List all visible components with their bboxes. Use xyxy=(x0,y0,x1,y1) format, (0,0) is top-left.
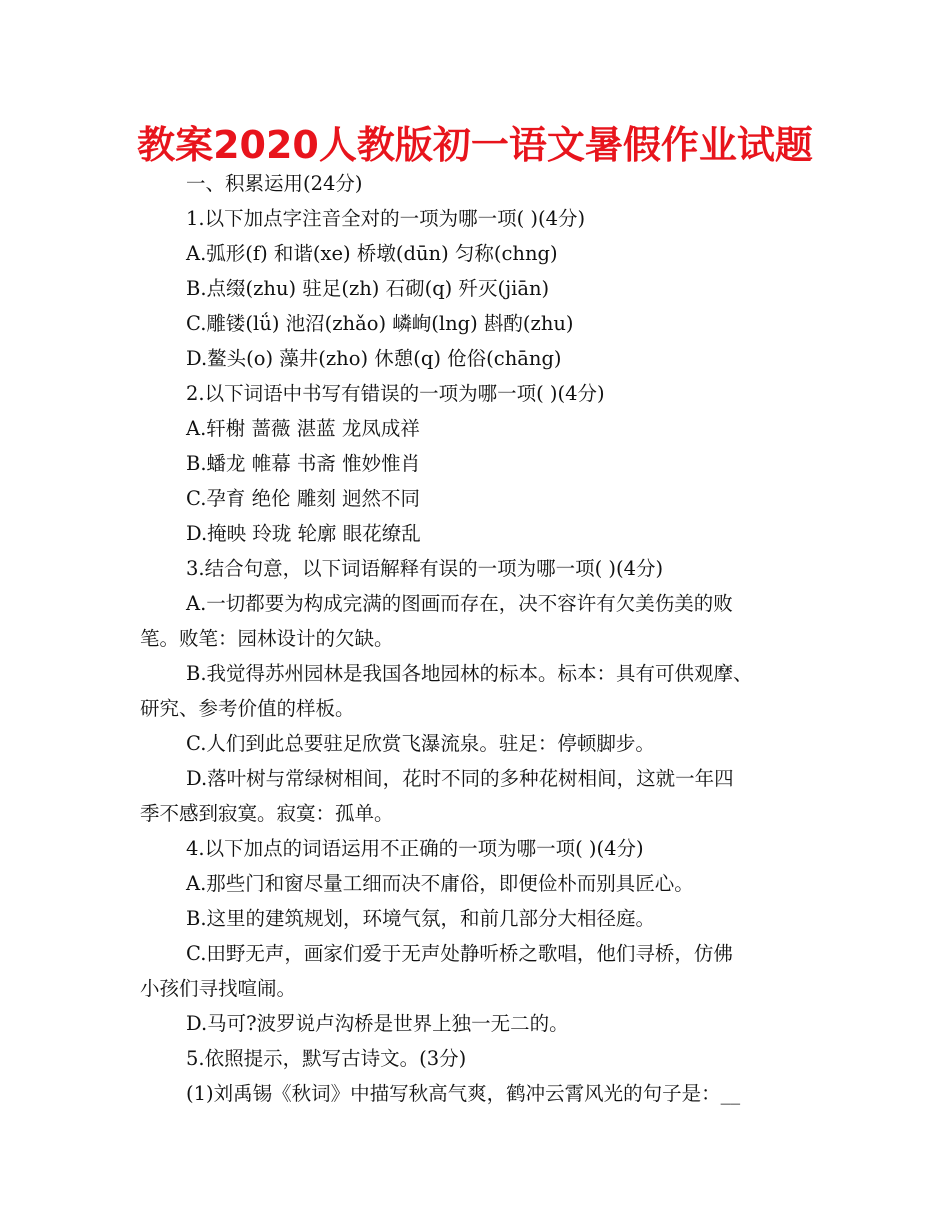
text-line: 季不感到寂寞。寂寞：孤单。 xyxy=(140,802,394,825)
text-line: B.蟠龙 帷幕 书斋 惟妙惟肖 xyxy=(186,452,421,475)
text-line: A.轩榭 蔷薇 湛蓝 龙凤成祥 xyxy=(186,417,420,440)
text-line: D.落叶树与常绿树相间，花时不同的多种花树相间，这就一年四 xyxy=(186,767,734,790)
text-line: 2.以下词语中书写有错误的一项为哪一项( )(4分) xyxy=(186,382,605,405)
text-line: A.一切都要为构成完满的图画而存在，决不容许有欠美伤美的败 xyxy=(186,592,733,615)
text-line: (1)刘禹锡《秋词》中描写秋高气爽，鹤冲云霄风光的句子是：__ xyxy=(186,1082,741,1105)
text-line: 5.依照提示，默写古诗文。(3分) xyxy=(186,1047,467,1070)
text-line: C.人们到此总要驻足欣赏飞瀑流泉。驻足：停顿脚步。 xyxy=(186,732,655,755)
text-line: C.田野无声，画家们爱于无声处静听桥之歌唱，他们寻桥，仿佛 xyxy=(186,942,733,965)
text-line: C.孕育 绝伦 雕刻 迥然不同 xyxy=(186,487,421,510)
text-line: B.这里的建筑规划，环境气氛，和前几部分大相径庭。 xyxy=(186,907,656,930)
document-body xyxy=(140,166,812,1111)
text-line: C.雕镂(lǘ) 池沼(zhǎo) 嶙峋(lng) 斟酌(zhu) xyxy=(186,312,574,335)
text-line: 研究、参考价值的样板。 xyxy=(140,697,355,720)
text-line: A.弧形(f) 和谐(xe) 桥墩(dūn) 匀称(chng) xyxy=(186,242,558,265)
text-line: 一、积累运用(24分) xyxy=(186,172,363,195)
text-line: 1.以下加点字注音全对的一项为哪一项( )(4分) xyxy=(186,207,586,230)
text-line: 笔。败笔：园林设计的欠缺。 xyxy=(140,627,394,650)
document-title: 教案2020人教版初一语文暑假作业试题 xyxy=(137,123,813,167)
text-line: B.我觉得苏州园林是我国各地园林的标本。标本：具有可供观摩、 xyxy=(186,662,753,685)
text-line: D.鳌头(o) 藻井(zho) 休憩(q) 伧俗(chāng) xyxy=(186,347,562,370)
text-line: 3.结合句意，以下词语解释有误的一项为哪一项( )(4分) xyxy=(186,557,664,580)
text-line: D.掩映 玲珑 轮廓 眼花缭乱 xyxy=(186,522,421,545)
text-line: 4.以下加点的词语运用不正确的一项为哪一项( )(4分) xyxy=(186,837,644,860)
text-line: 小孩们寻找喧闹。 xyxy=(140,977,297,1000)
text-line: D.马可?波罗说卢沟桥是世界上独一无二的。 xyxy=(186,1012,569,1035)
text-line: A.那些门和窗尽量工细而决不庸俗，即便俭朴而别具匠心。 xyxy=(186,872,694,895)
text-line: B.点缀(zhu) 驻足(zh) 石砌(q) 歼灭(jiān) xyxy=(186,277,550,300)
